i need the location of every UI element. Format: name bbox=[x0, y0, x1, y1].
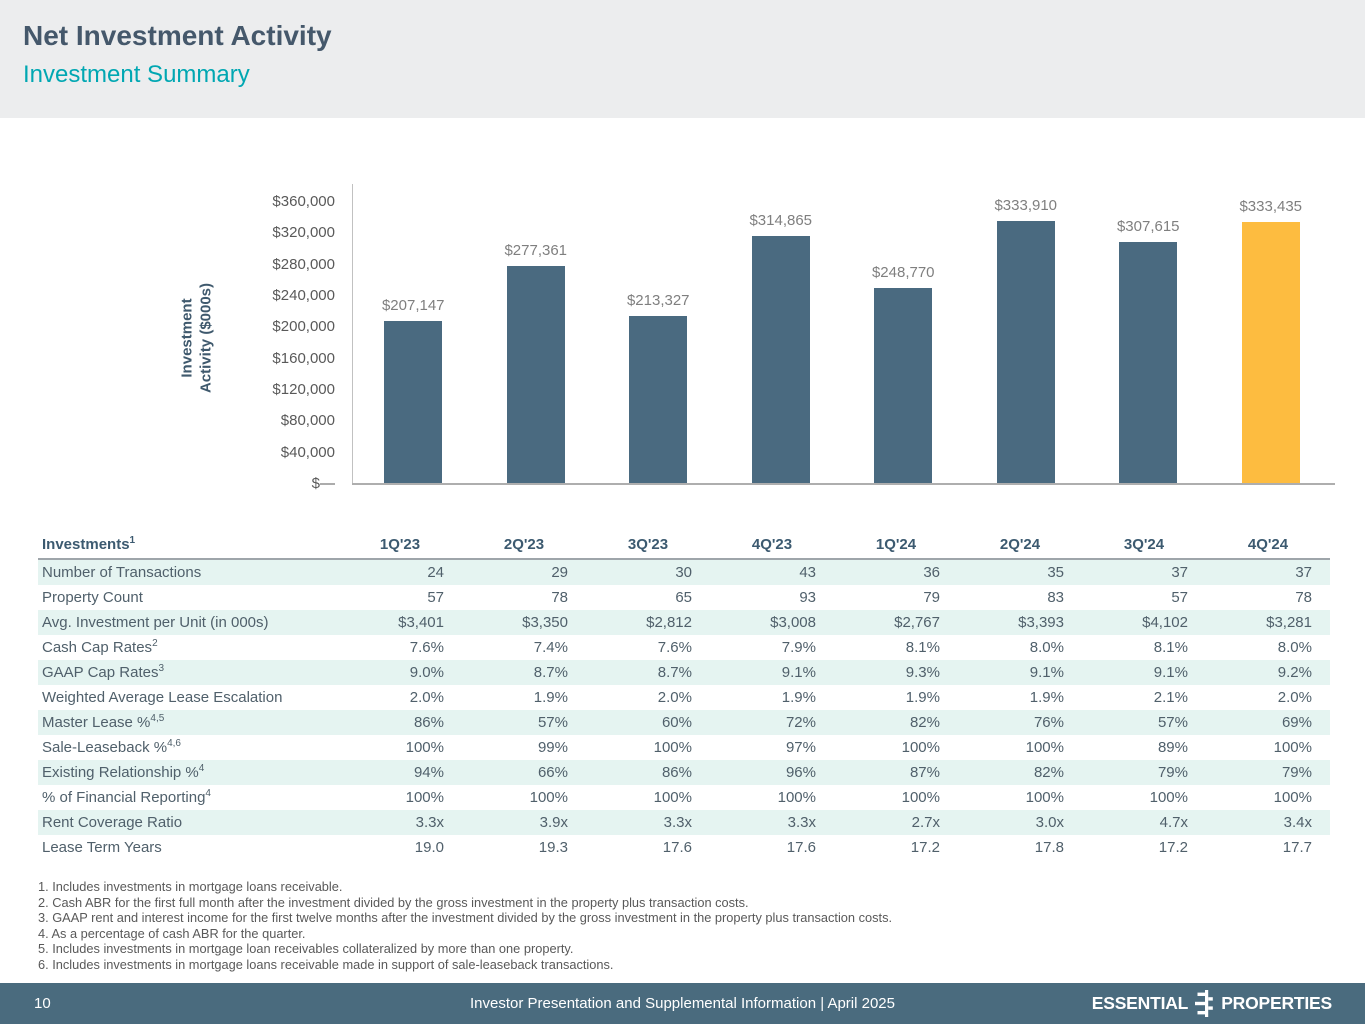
bar-4Q'24 bbox=[1242, 222, 1300, 483]
table-cell: 3.3x bbox=[787, 814, 816, 831]
table-cell: 100% bbox=[901, 739, 940, 756]
company-logo bbox=[1092, 990, 1332, 1017]
table-cell: 4.7x bbox=[1159, 814, 1188, 831]
y-axis-tick-label: $160,000 bbox=[272, 349, 335, 367]
table-cell: 87% bbox=[909, 764, 940, 781]
table-cell: 8.7% bbox=[533, 664, 568, 681]
table-cell: 7.4% bbox=[533, 639, 568, 656]
table-cell: 82% bbox=[1033, 764, 1064, 781]
table-cell: 7.9% bbox=[781, 639, 816, 656]
bar-value-label: $314,865 bbox=[749, 212, 813, 229]
essential-properties-logo-icon bbox=[1195, 990, 1214, 1017]
row-label: Property Count bbox=[42, 589, 143, 606]
table-cell: 100% bbox=[1025, 739, 1064, 756]
bar-value-label: $248,770 bbox=[871, 264, 935, 281]
table-cell: 3.4x bbox=[1283, 814, 1312, 831]
y-axis-tick-label: $280,000 bbox=[272, 255, 335, 273]
page-number: 10 bbox=[34, 995, 51, 1012]
y-axis-tick-label: $240,000 bbox=[272, 287, 335, 304]
bar-slot bbox=[842, 201, 965, 483]
table-cell: 66% bbox=[537, 764, 568, 781]
bar-2Q'23 bbox=[507, 266, 565, 483]
table-title-text: Investments bbox=[42, 536, 130, 553]
table-cell: 7.6% bbox=[657, 639, 692, 656]
table-cell: 35 bbox=[1047, 564, 1064, 581]
table-cell: 37 bbox=[1295, 564, 1312, 581]
table-cell: 9.2% bbox=[1277, 664, 1312, 681]
bar-slot bbox=[597, 201, 720, 483]
table-cell: $3,008 bbox=[770, 614, 816, 631]
table-row bbox=[38, 610, 1330, 635]
row-label: Lease Term Years bbox=[42, 839, 162, 856]
table-cell: 3.3x bbox=[415, 814, 444, 831]
table-row bbox=[38, 760, 1330, 785]
table-cell: 100% bbox=[1025, 789, 1064, 806]
logo-text-essential: ESSENTIAL bbox=[1091, 993, 1189, 1013]
table-cell: 8.7% bbox=[657, 664, 692, 681]
footnote: 5. Includes investments in mortgage loan receivables collateralized by more than one property. bbox=[38, 941, 574, 957]
y-axis-tick-label: $120,000 bbox=[272, 381, 335, 398]
row-label: Sale-Leaseback %$^{4,6}$ bbox=[42, 738, 181, 756]
table-cell: 3.3x bbox=[663, 814, 692, 831]
table-row bbox=[38, 710, 1330, 735]
table-cell: 2.0% bbox=[657, 689, 692, 706]
table-cell: 9.1% bbox=[1153, 664, 1188, 681]
table-row bbox=[38, 835, 1330, 860]
bar-3Q'23 bbox=[629, 316, 687, 483]
table-cell: 3.9x bbox=[539, 814, 568, 831]
table-cell: 60% bbox=[661, 714, 692, 731]
bar-value-label: $213,327 bbox=[626, 292, 690, 309]
table-cell: 9.3% bbox=[905, 664, 940, 681]
y-axis-ticks bbox=[210, 192, 335, 502]
investments-table bbox=[38, 531, 1330, 860]
row-label: % of Financial Reporting$^4$ bbox=[42, 788, 211, 806]
table-cell: 36 bbox=[923, 564, 940, 581]
table-cell: 100% bbox=[777, 789, 816, 806]
y-axis-title: Investment Activity ($000s) bbox=[178, 282, 214, 394]
bar-series bbox=[352, 197, 1332, 483]
table-cell: 37 bbox=[1171, 564, 1188, 581]
table-cell: 3.0x bbox=[1035, 814, 1064, 831]
table-cell: 57% bbox=[537, 714, 568, 731]
table-cell: 19.0 bbox=[414, 839, 444, 856]
bar-slot bbox=[352, 201, 475, 483]
table-cell: $2,767 bbox=[894, 614, 940, 631]
table-row bbox=[38, 585, 1330, 610]
table-cell: 65 bbox=[675, 589, 692, 606]
y-axis-tick-label: $— bbox=[311, 475, 335, 492]
table-cell: 29 bbox=[551, 564, 568, 581]
table-cell: 100% bbox=[405, 739, 444, 756]
table-cell: 57 bbox=[1171, 589, 1188, 606]
table-cell: 96% bbox=[785, 764, 816, 781]
footer-bar bbox=[0, 983, 1365, 1024]
column-header-2Q'23: 2Q'23 bbox=[503, 536, 545, 553]
logo-text-properties: PROPERTIES bbox=[1221, 993, 1332, 1013]
footnote: 3. GAAP rent and interest income for the first twelve months after the investment divided by the gross investment in the property plus transaction costs. bbox=[38, 910, 893, 926]
table-cell: 78 bbox=[1295, 589, 1312, 606]
table-cell: 2.1% bbox=[1153, 689, 1188, 706]
table-row bbox=[38, 735, 1330, 760]
table-row bbox=[38, 660, 1330, 685]
column-header-1Q'24: 1Q'24 bbox=[875, 536, 917, 553]
table-row bbox=[38, 810, 1330, 835]
table-cell: 2.7x bbox=[911, 814, 940, 831]
row-label: Rent Coverage Ratio bbox=[42, 814, 183, 831]
footnotes bbox=[38, 879, 892, 973]
table-cell: 72% bbox=[785, 714, 816, 731]
table-cell: 17.2 bbox=[910, 839, 940, 856]
table-cell: 100% bbox=[901, 789, 940, 806]
table-cell: 17.6 bbox=[662, 839, 692, 856]
table-cell: 17.8 bbox=[1034, 839, 1064, 856]
table-cell: 79 bbox=[923, 589, 940, 606]
column-header-3Q'23: 3Q'23 bbox=[627, 536, 669, 553]
bar-1Q'24 bbox=[874, 288, 932, 483]
table-cell: 57% bbox=[1157, 714, 1188, 731]
table-cell: 1.9% bbox=[905, 689, 940, 706]
table-cell: 79% bbox=[1281, 764, 1312, 781]
footer-caption: Investor Presentation and Supplemental Information | April 2025 bbox=[470, 995, 895, 1012]
row-label: Weighted Average Lease Escalation bbox=[42, 689, 283, 706]
x-axis-line bbox=[352, 483, 1335, 485]
bar-2Q'24 bbox=[997, 221, 1055, 483]
bar-slot bbox=[720, 201, 843, 483]
table-cell: 2.0% bbox=[409, 689, 444, 706]
table-body bbox=[38, 560, 1330, 860]
y-axis-tick-label: $360,000 bbox=[272, 193, 335, 210]
column-header-4Q'24: 4Q'24 bbox=[1247, 536, 1289, 553]
bar-slot bbox=[1210, 198, 1333, 483]
table-cell: 79% bbox=[1157, 764, 1188, 781]
bar-4Q'23 bbox=[752, 236, 810, 483]
table-cell: $3,401 bbox=[398, 614, 444, 631]
table-cell: 76% bbox=[1033, 714, 1064, 731]
table-cell: 7.6% bbox=[409, 639, 444, 656]
table-cell: 100% bbox=[1273, 739, 1312, 756]
bar-slot bbox=[965, 197, 1088, 483]
table-row bbox=[38, 685, 1330, 710]
table-title-superscript: 1 bbox=[129, 535, 136, 546]
table-title bbox=[38, 536, 338, 553]
table-cell: 86% bbox=[413, 714, 444, 731]
table-row bbox=[38, 785, 1330, 810]
table-cell: $2,812 bbox=[646, 614, 692, 631]
table-cell: 17.6 bbox=[786, 839, 816, 856]
bar-slot bbox=[475, 201, 598, 483]
table-cell: 83 bbox=[1047, 589, 1064, 606]
footnote: 6. Includes investments in mortgage loans receivable made in support of sale-leaseback transactions. bbox=[38, 956, 614, 972]
table-cell: $3,393 bbox=[1018, 614, 1064, 631]
row-label: Master Lease %$^{4,5}$ bbox=[42, 713, 165, 731]
column-header-3Q'24: 3Q'24 bbox=[1123, 536, 1165, 553]
table-row bbox=[38, 560, 1330, 585]
bar-slot bbox=[1087, 201, 1210, 483]
table-cell: 99% bbox=[537, 739, 568, 756]
row-label: Number of Transactions bbox=[42, 564, 202, 581]
table-cell: 1.9% bbox=[533, 689, 568, 706]
table-cell: 57 bbox=[427, 589, 444, 606]
bar-value-label: $333,910 bbox=[994, 197, 1058, 214]
y-axis-tick-label: $320,000 bbox=[272, 224, 335, 242]
table-cell: 97% bbox=[785, 739, 816, 756]
y-axis-tick-label: $200,000 bbox=[272, 318, 335, 336]
column-header-2Q'24: 2Q'24 bbox=[999, 536, 1041, 553]
y-axis-tick-label: $40,000 bbox=[280, 443, 335, 461]
page-title: Net Investment Activity bbox=[23, 20, 332, 51]
table-cell: 8.1% bbox=[1153, 639, 1188, 656]
table-cell: 19.3 bbox=[538, 839, 568, 856]
column-header-4Q'23: 4Q'23 bbox=[751, 536, 793, 553]
table-cell: 100% bbox=[405, 789, 444, 806]
table-cell: 100% bbox=[653, 739, 692, 756]
table-cell: 43 bbox=[799, 564, 816, 581]
bar-value-label: $277,361 bbox=[504, 242, 568, 259]
table-cell: $3,281 bbox=[1266, 614, 1312, 631]
footnote: 4. As a percentage of cash ABR for the quarter. bbox=[38, 925, 306, 941]
bar-value-label: $307,615 bbox=[1116, 218, 1180, 235]
table-cell: 100% bbox=[653, 789, 692, 806]
table-cell: 9.1% bbox=[781, 664, 816, 681]
table-header-row bbox=[38, 531, 1330, 560]
table-row bbox=[38, 635, 1330, 660]
bar-1Q'23 bbox=[384, 321, 442, 483]
table-cell: 30 bbox=[675, 564, 692, 581]
table-cell: 93 bbox=[799, 589, 816, 606]
table-cell: 8.0% bbox=[1277, 639, 1312, 656]
table-cell: 89% bbox=[1157, 739, 1188, 756]
row-label: Cash Cap Rates$^2$ bbox=[42, 638, 158, 656]
table-cell: 24 bbox=[427, 564, 444, 581]
table-cell: 82% bbox=[909, 714, 940, 731]
table-cell: $3,350 bbox=[522, 614, 568, 631]
bar-value-label: $333,435 bbox=[1239, 198, 1303, 215]
table-cell: 100% bbox=[529, 789, 568, 806]
table-cell: 8.0% bbox=[1029, 639, 1064, 656]
table-cell: 69% bbox=[1281, 714, 1312, 731]
table-cell: 100% bbox=[1273, 789, 1312, 806]
table-cell: 86% bbox=[661, 764, 692, 781]
table-cell: 1.9% bbox=[781, 689, 816, 706]
footnote: 1. Includes investments in mortgage loans receivable. bbox=[38, 879, 343, 894]
row-label: GAAP Cap Rates$^3$ bbox=[42, 663, 165, 681]
row-label: Existing Relationship %$^4$ bbox=[42, 763, 205, 781]
bar-3Q'24 bbox=[1119, 242, 1177, 483]
column-header-1Q'23: 1Q'23 bbox=[379, 536, 421, 553]
table-cell: 17.2 bbox=[1158, 839, 1188, 856]
table-cell: 1.9% bbox=[1029, 689, 1064, 706]
table-cell: 8.1% bbox=[905, 639, 940, 656]
table-cell: 78 bbox=[551, 589, 568, 606]
table-cell: 9.0% bbox=[409, 664, 444, 681]
y-axis-tick-label: $80,000 bbox=[280, 412, 335, 430]
table-cell: 100% bbox=[1149, 789, 1188, 806]
table-cell: 17.7 bbox=[1282, 839, 1312, 856]
row-label: Avg. Investment per Unit (in 000s) bbox=[42, 614, 269, 631]
table-cell: 94% bbox=[413, 764, 444, 781]
bar-value-label: $207,147 bbox=[381, 297, 445, 314]
page-subtitle: Investment Summary bbox=[23, 61, 250, 88]
table-cell: $4,102 bbox=[1142, 614, 1188, 631]
footnote: 2. Cash ABR for the first full month after the investment divided by the gross investment in the property plus transaction costs. bbox=[38, 894, 749, 910]
table-cell: 9.1% bbox=[1029, 664, 1064, 681]
table-cell: 2.0% bbox=[1277, 689, 1312, 706]
